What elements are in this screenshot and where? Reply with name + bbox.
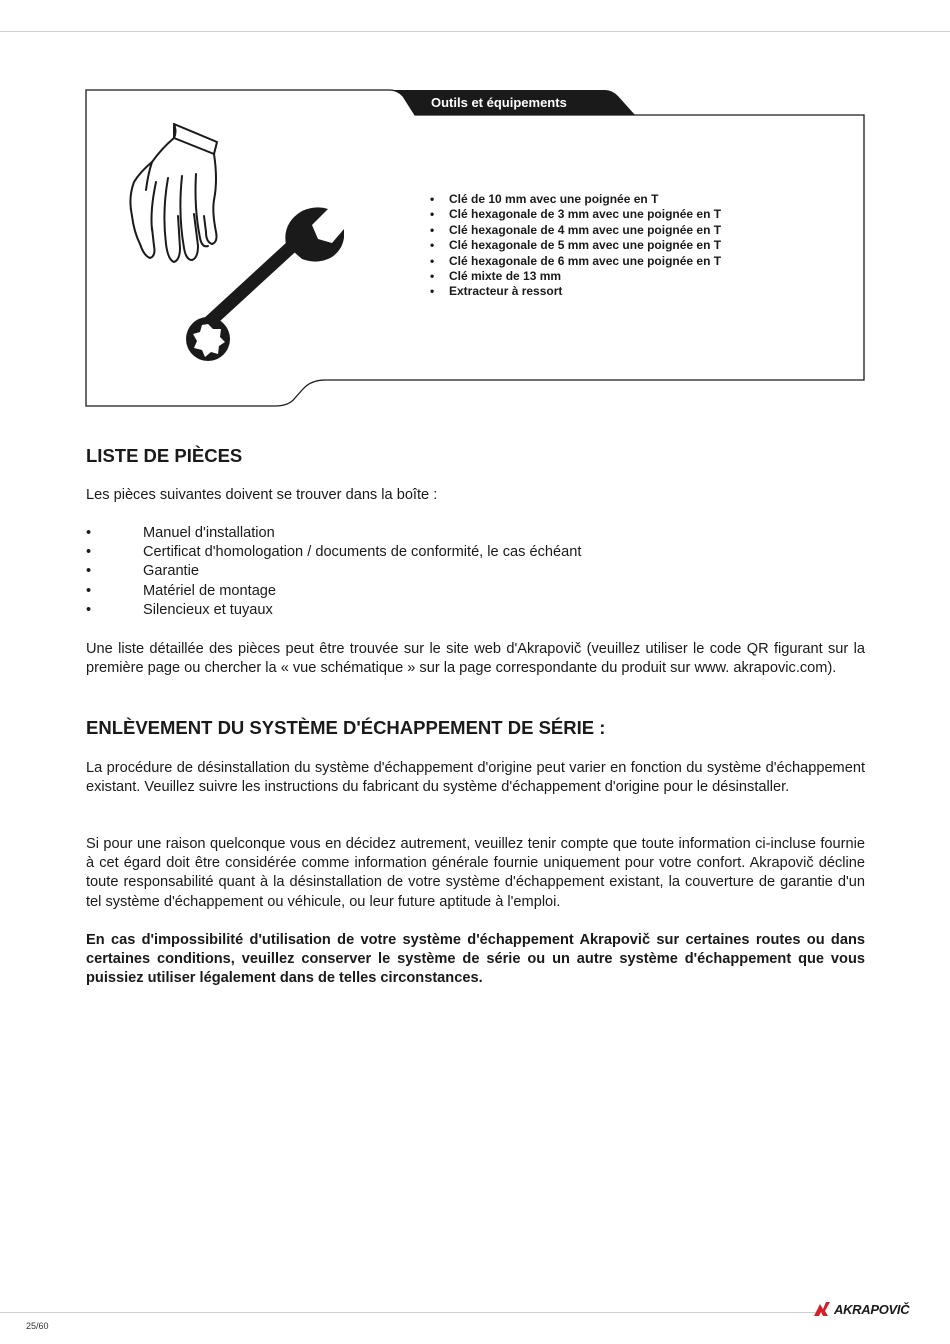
parts-note: Une liste détaillée des pièces peut être trouvée sur le site web d'Akrapovič (veuillez utiliser le code QR figurant sur la première page ou chercher la « vue schématique » sur la page correspondante du produit sur www. akrapovic.com). [86, 641, 865, 677]
wrench-icon [184, 203, 344, 365]
parts-list [86, 524, 581, 620]
bottom-divider [0, 1312, 820, 1313]
tool-item: • Extracteur à ressort [430, 284, 721, 299]
brand-name: AKRAPOVIČ [834, 1301, 910, 1317]
parts-item: • Silencieux et tuyaux [86, 601, 581, 620]
tools-title: Outils et équipements [431, 95, 567, 110]
tool-list [430, 192, 721, 300]
tool-item: • Clé mixte de 13 mm [430, 269, 721, 284]
removal-warning: En cas d'impossibilité d'utilisation de votre système d'échappement Akrapovič sur certaines routes ou dans certaines conditions, veuillez conserver le système de série ou un autre système d'échappement que vous puissiez utiliser légalement dans de telles circonstances. [86, 932, 865, 987]
removal-heading: ENLÈVEMENT DU SYSTÈME D'ÉCHAPPEMENT DE SÉRIE : [86, 717, 606, 738]
tool-item: • Clé hexagonale de 3 mm avec une poignée en T [430, 207, 721, 222]
parts-item: • Garantie [86, 562, 581, 581]
top-divider [0, 31, 950, 32]
scorpion-icon [812, 1300, 832, 1318]
parts-item: • Manuel d'installation [86, 524, 581, 543]
brand-logo [812, 1298, 909, 1320]
parts-intro: Les pièces suivantes doivent se trouver dans la boîte : [86, 487, 438, 503]
tool-item: • Clé hexagonale de 4 mm avec une poignée en T [430, 223, 721, 238]
parts-item: • Certificat d'homologation / documents de conformité, le cas échéant [86, 543, 581, 562]
tool-item: • Clé hexagonale de 6 mm avec une poignée en T [430, 254, 721, 269]
page-number: 25/60 [26, 1321, 49, 1331]
parts-heading: LISTE DE PIÈCES [86, 445, 243, 466]
parts-item: • Matériel de montage [86, 582, 581, 601]
removal-paragraph-1: La procédure de désinstallation du système d'échappement d'origine peut varier en fonction du système d'échappement existant. Veuillez suivre les instructions du fabricant du système d'échappement d'origine pour le désinstaller. [86, 760, 865, 796]
removal-paragraph-2: Si pour une raison quelconque vous en décidez autrement, veuillez tenir compte que toute information ci-incluse fournie à cet égard doit être considérée comme information générale fournie uniquement pour votre confort. Akrapovič décline toute responsabilité quant à la désinstallation de votre système d'échappement existant, la couverture de garantie d'un tel système d'échappement ou véhicule, ou leur future aptitude à l'emploi. [86, 836, 865, 910]
tool-item: • Clé de 10 mm avec une poignée en T [430, 192, 721, 207]
tool-item: • Clé hexagonale de 5 mm avec une poignée en T [430, 238, 721, 253]
